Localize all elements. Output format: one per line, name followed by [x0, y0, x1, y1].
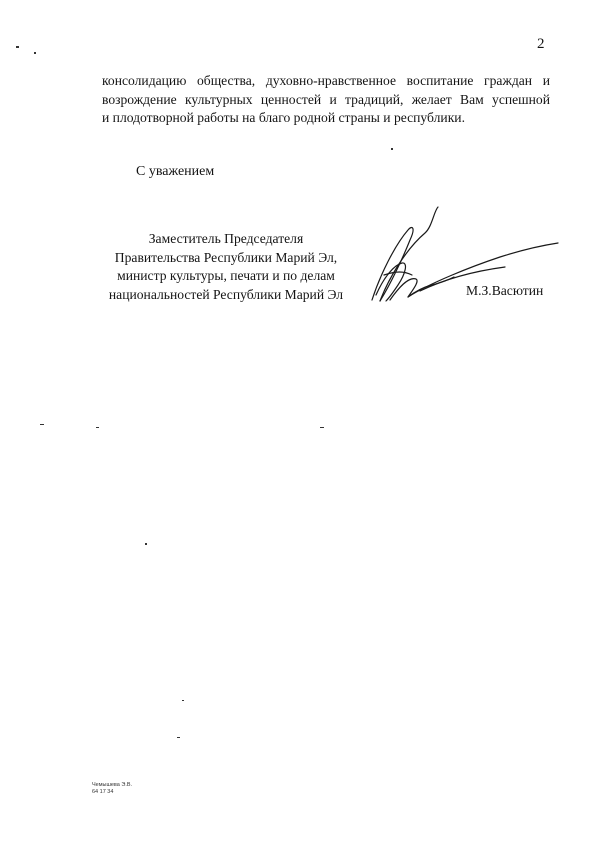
signer-title-line: национальностей Республики Марий Эл [108, 286, 344, 302]
executor-name: Чемышева Э.В. [92, 782, 133, 788]
letter-line: возрождение культурных ценностей и традиций, желает Вам успешной [102, 91, 550, 107]
scan-speck [40, 424, 44, 425]
scan-speck [145, 543, 147, 545]
executor-phone: 64 17 34 [92, 789, 114, 795]
executor-footer [92, 782, 132, 796]
scan-speck [182, 700, 184, 701]
scan-speck [391, 148, 393, 150]
letter-line: и плодотворной работы на благо родной страны и республики. [102, 110, 465, 125]
scan-speck [320, 427, 324, 428]
scan-speck [34, 52, 36, 54]
scan-speck [16, 46, 19, 48]
letter-line: консолидацию общества, духовно-нравственное воспитание граждан и [102, 73, 550, 88]
letter-body [102, 72, 550, 128]
closing-phrase: С уважением [136, 164, 215, 179]
scan-speck [96, 427, 99, 428]
signer-title-line: Заместитель Председателя [148, 231, 304, 246]
scan-speck [177, 737, 180, 738]
signer-title [95, 230, 357, 304]
signer-title-line: министр культуры, печати и по делам [117, 268, 335, 283]
signer-name: М.З.Васютин [466, 283, 544, 298]
signer-title-line: Правительства Республики Марий Эл, [114, 249, 338, 265]
page-number: 2 [537, 36, 545, 52]
